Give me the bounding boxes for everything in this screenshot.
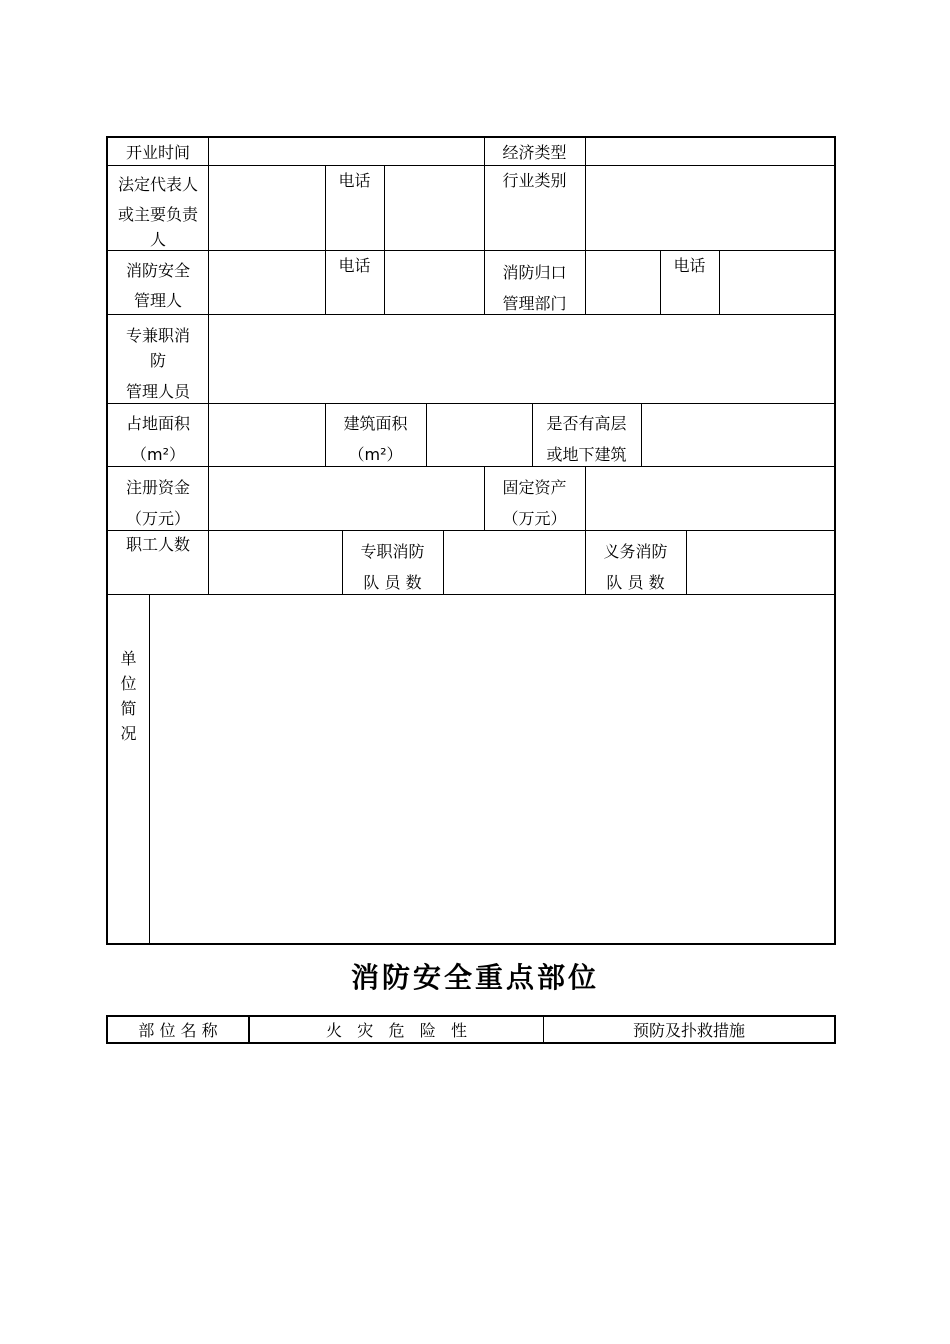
legal-rep-label: 人	[149, 230, 166, 249]
opening-time-label: 开业时间	[125, 143, 190, 162]
col-divider	[585, 466, 586, 530]
unit-overview-label: 单	[120, 649, 137, 668]
unit-info-form	[106, 136, 836, 945]
unit-overview-label: 简	[120, 699, 137, 718]
col-divider	[585, 138, 586, 250]
col-divider	[443, 530, 444, 594]
fulltime-team-label: 队 员 数	[363, 573, 422, 592]
fire-dept-label: 消防归口	[502, 263, 567, 282]
fire-staff-label: 专兼职消	[125, 326, 190, 345]
fixed-assets-unit: （万元）	[502, 509, 567, 528]
volunteer-team-label: 义务消防	[603, 542, 668, 561]
fire-staff-label: 管理人员	[125, 382, 190, 401]
phone-label: 电话	[673, 256, 706, 275]
high-rise-label: 或地下建筑	[546, 445, 627, 464]
prevention-measures-header: 预防及扑救措施	[632, 1021, 745, 1040]
row-divider	[108, 466, 834, 467]
row-divider	[108, 403, 834, 404]
col-divider	[719, 250, 720, 314]
fire-dept-label: 管理部门	[502, 294, 567, 313]
registered-capital-unit: （万元）	[125, 509, 190, 528]
volunteer-team-label: 队 员 数	[606, 573, 665, 592]
col-divider	[641, 403, 642, 466]
building-area-label: 建筑面积	[343, 414, 408, 433]
col-divider	[585, 250, 586, 314]
phone-label: 电话	[338, 171, 371, 190]
legal-rep-label: 法定代表人	[117, 175, 198, 194]
col-divider	[208, 138, 209, 594]
industry-label: 行业类别	[502, 171, 567, 190]
row-divider	[108, 530, 834, 531]
phone-label: 电话	[338, 256, 371, 275]
unit-overview-label: 位	[120, 674, 137, 693]
fire-hazard-header: 火 灾 危 险 性	[325, 1021, 468, 1040]
section-title: 消防安全重点部位	[350, 961, 599, 994]
land-area-unit: （m²）	[130, 445, 185, 464]
row-divider	[108, 594, 834, 595]
row-divider	[108, 250, 834, 251]
col-divider	[686, 530, 687, 594]
row-divider	[108, 165, 834, 166]
employees-label: 职工人数	[125, 535, 190, 554]
safety-manager-label: 管理人	[133, 291, 182, 310]
land-area-label: 占地面积	[125, 414, 190, 433]
registered-capital-label: 注册资金	[125, 478, 190, 497]
key-locations-table-header	[106, 1015, 836, 1044]
col-divider	[384, 165, 385, 314]
legal-rep-label: 或主要负责	[117, 205, 198, 224]
economic-type-label: 经济类型	[502, 143, 567, 162]
fire-staff-label: 防	[149, 351, 166, 370]
safety-manager-label: 消防安全	[125, 261, 190, 280]
location-name-header: 部 位 名 称	[138, 1021, 218, 1040]
col-divider	[426, 403, 427, 466]
unit-overview-label: 况	[120, 724, 137, 743]
fulltime-team-label: 专职消防	[360, 542, 425, 561]
row-divider	[108, 314, 834, 315]
fixed-assets-label: 固定资产	[502, 478, 567, 497]
building-area-unit: （m²）	[348, 445, 403, 464]
high-rise-label: 是否有高层	[546, 414, 627, 433]
col-divider	[149, 594, 150, 943]
